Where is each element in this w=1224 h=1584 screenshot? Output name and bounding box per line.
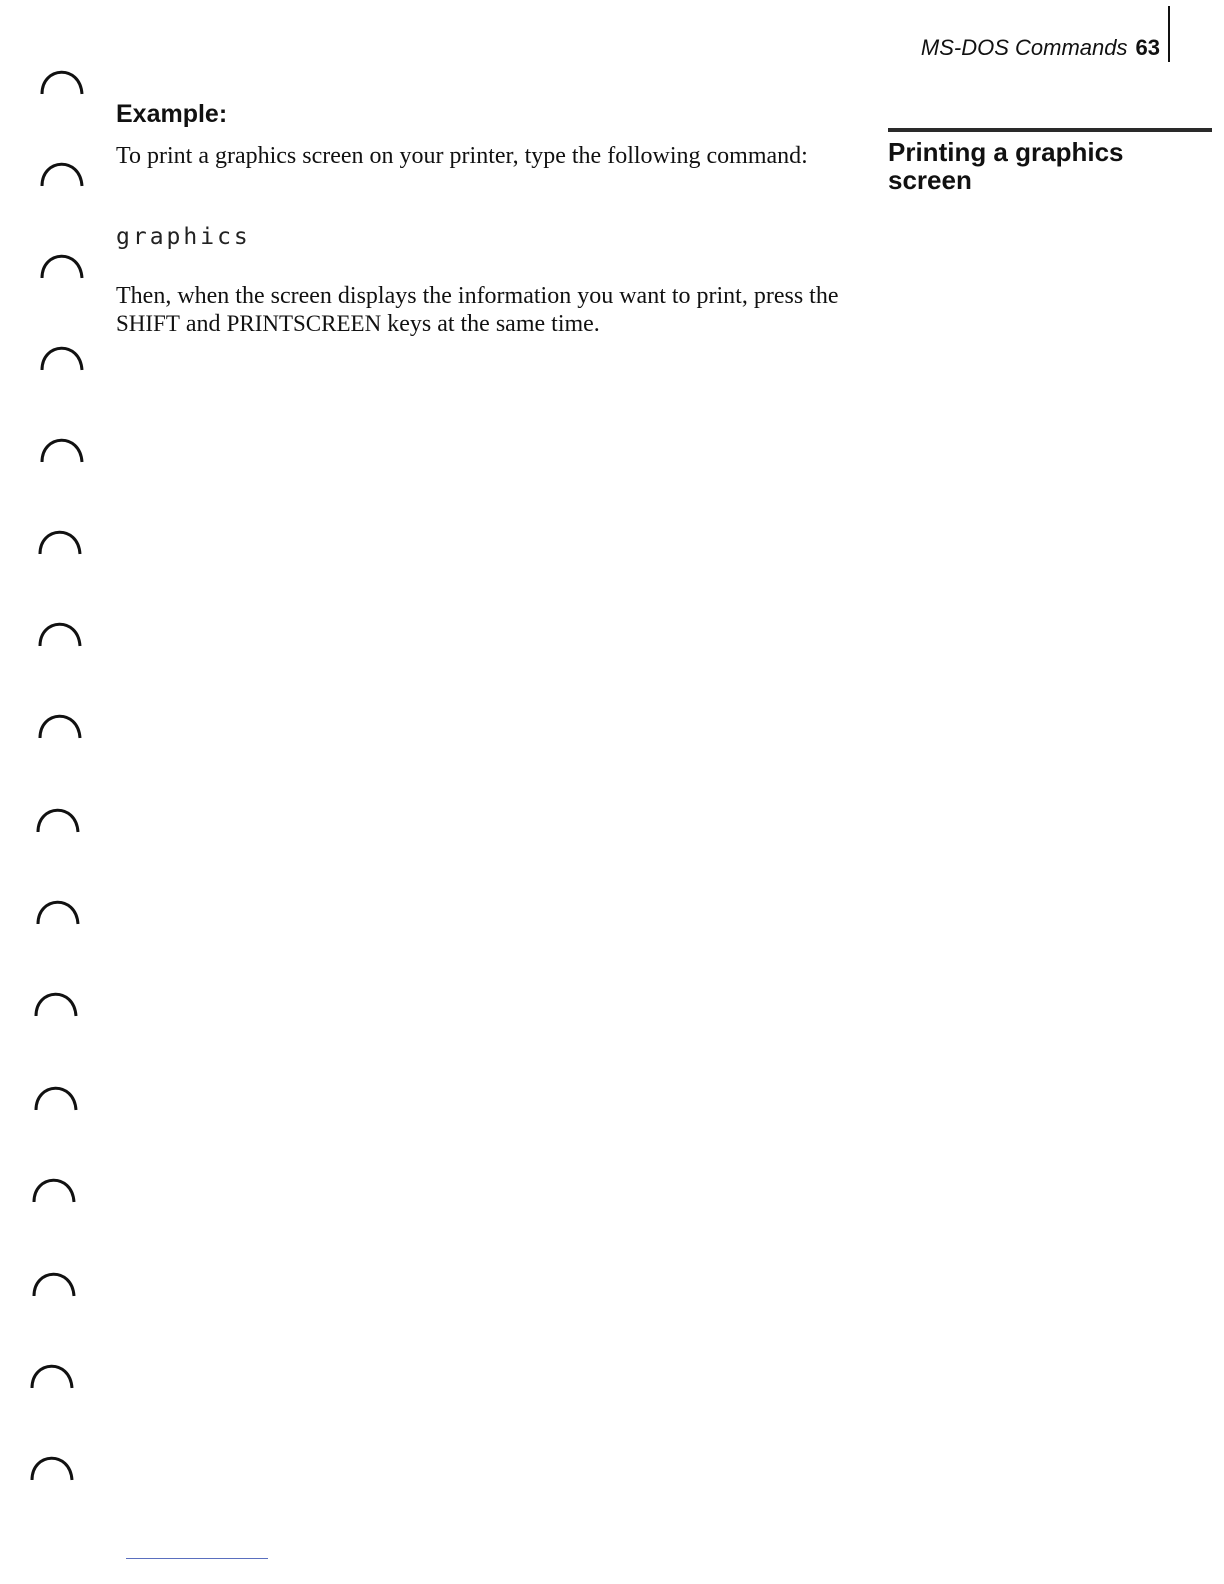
binding-hole-icon bbox=[30, 1262, 76, 1298]
binding-hole-icon bbox=[36, 520, 82, 556]
instruction-middle: and bbox=[179, 311, 227, 337]
intro-paragraph: To print a graphics screen on your printer, type the following command: bbox=[116, 143, 808, 169]
key-printscreen: PRINTSCREEN bbox=[226, 311, 382, 336]
footer-rule bbox=[126, 1558, 268, 1559]
header-title: MS-DOS Commands bbox=[920, 35, 1128, 60]
binding-hole-icon bbox=[38, 428, 84, 464]
binding-hole-icon bbox=[28, 1354, 74, 1390]
key-shift: SHIFT bbox=[116, 311, 180, 336]
binding-hole-icon bbox=[38, 60, 84, 96]
instruction-suffix: keys at the same time. bbox=[381, 311, 600, 337]
running-header bbox=[860, 34, 1160, 62]
binding-hole-icon bbox=[38, 152, 84, 188]
binding-hole-icon bbox=[36, 704, 82, 740]
section-heading: Example: bbox=[116, 100, 228, 128]
binding-hole-icon bbox=[30, 1168, 76, 1204]
binding-hole-icon bbox=[34, 890, 80, 926]
instruction-paragraph bbox=[116, 282, 876, 338]
margin-note-rule bbox=[888, 128, 1212, 132]
page-number: 63 bbox=[1135, 35, 1160, 60]
binding-hole-icon bbox=[38, 336, 84, 372]
binding-hole-icon bbox=[28, 1446, 74, 1482]
binding-hole-icon bbox=[32, 982, 78, 1018]
binding-hole-icon bbox=[34, 798, 80, 834]
header-divider bbox=[1168, 6, 1170, 62]
binding-hole-icon bbox=[32, 1076, 78, 1112]
instruction-prefix: Then, when the screen displays the information you want to print, press the bbox=[116, 283, 839, 309]
command-example: graphics bbox=[116, 224, 251, 250]
binding-hole-icon bbox=[36, 612, 82, 648]
margin-note: Printing a graphics screen bbox=[888, 137, 1124, 195]
binding-hole-icon bbox=[38, 244, 84, 280]
